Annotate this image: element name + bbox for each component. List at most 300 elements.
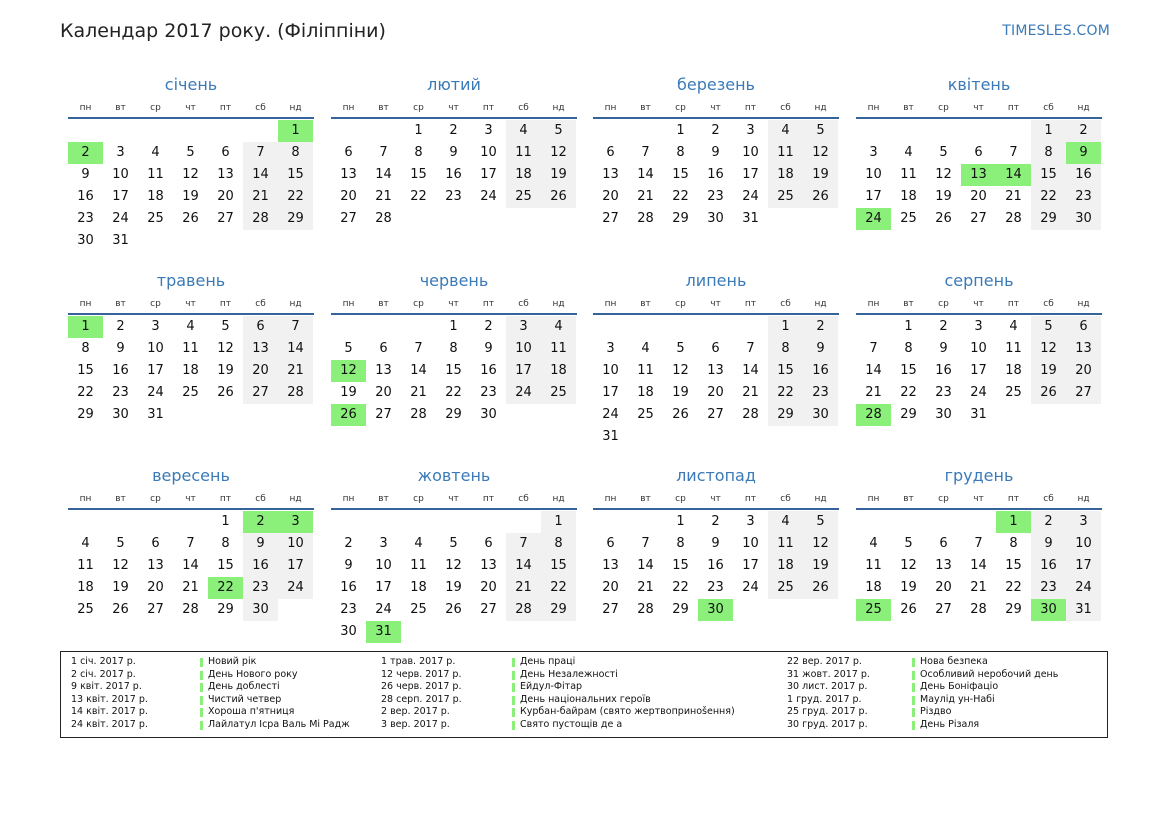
day-cell: 17 [742,558,759,573]
holiday-day-cell: 1 [68,316,103,338]
day-cell: 25 [768,186,803,208]
day-cell: 5 [803,120,838,142]
day-cell: 10 [1066,533,1101,555]
day-cell: 11 [506,142,541,164]
day-cell: 11 [541,338,576,360]
day-cell: 22 [278,186,313,208]
month-name: березень [677,75,755,94]
day-cell: 31 [742,211,759,226]
weekday-label: пт [1007,299,1020,309]
weekday-label: нд [552,494,565,504]
day-cell: 12 [935,167,952,182]
weekday-label: ср [675,103,686,113]
day-cell: 19 [803,164,838,186]
weekday-label: чт [185,103,196,113]
weekday-label: сб [780,494,791,504]
day-cell: 2 [939,319,948,334]
header-rule [331,313,577,315]
day-cell: 27 [970,211,987,226]
holiday-marker [512,721,515,730]
legend-column [787,656,1087,732]
weekday-label: пн [867,103,880,113]
day-cell: 29 [1031,208,1066,230]
day-cell: 4 [81,536,90,551]
day-cell: 10 [147,341,164,356]
day-cell: 26 [672,407,689,422]
weekday-label: пт [744,103,757,113]
weekday-label: чт [185,494,196,504]
day-cell: 3 [379,536,388,551]
holiday-marker [200,708,203,717]
weekday-label: пн [604,103,617,113]
day-cell: 24 [506,382,541,404]
day-cell: 23 [707,189,724,204]
day-cell: 6 [344,145,353,160]
day-cell: 8 [676,145,685,160]
day-cell: 18 [410,580,427,595]
weekday-label: сб [518,103,529,113]
day-cell: 14 [278,338,313,360]
weekday-label: сб [780,103,791,113]
day-cell: 16 [445,167,462,182]
header-rule [856,508,1102,510]
holiday-day-cell: 26 [331,404,366,426]
legend-row [381,719,681,732]
day-cell: 24 [742,189,759,204]
day-cell: 6 [379,341,388,356]
day-cell: 14 [375,167,392,182]
weekday-label: ср [413,494,424,504]
day-cell: 10 [506,338,541,360]
weekday-label: пт [482,299,495,309]
day-cell: 21 [637,580,654,595]
day-cell: 15 [900,363,917,378]
day-cell: 15 [77,363,94,378]
day-cell: 9 [711,536,720,551]
day-cell: 15 [672,558,689,573]
day-cell: 1 [414,123,423,138]
day-cell: 20 [217,189,234,204]
day-cell: 23 [1066,186,1101,208]
weekday-label: нд [814,299,827,309]
day-cell: 5 [116,536,125,551]
day-cell: 24 [1066,577,1101,599]
day-cell: 12 [445,558,462,573]
day-cell: 10 [742,536,759,551]
day-cell: 10 [375,558,392,573]
day-cell: 4 [904,145,913,160]
day-cell: 10 [480,145,497,160]
holiday-marker [912,658,915,667]
holiday-date: 12 черв. 2017 р. [381,668,462,680]
day-cell: 17 [278,555,313,577]
day-cell: 22 [410,189,427,204]
day-cell: 7 [186,536,195,551]
day-cell: 11 [768,142,803,164]
day-cell: 22 [445,385,462,400]
day-cell: 8 [278,142,313,164]
day-cell: 3 [606,341,615,356]
day-cell: 6 [606,145,615,160]
weekday-header [856,298,1102,312]
day-cell: 26 [217,385,234,400]
holiday-name: Нова безпека [920,656,988,667]
day-cell: 23 [803,382,838,404]
day-grid [856,120,1102,254]
day-cell: 3 [974,319,983,334]
legend-row [787,669,1087,682]
month-name: грудень [944,466,1014,485]
day-cell: 15 [278,164,313,186]
weekday-label: пн [79,494,92,504]
day-cell: 19 [182,189,199,204]
day-cell: 7 [379,145,388,160]
weekday-label: нд [552,299,565,309]
day-cell: 29 [672,602,689,617]
day-cell: 5 [1031,316,1066,338]
day-cell: 26 [900,602,917,617]
day-cell: 29 [541,599,576,621]
month-name: травень [156,271,226,290]
weekday-label: нд [289,494,302,504]
day-cell: 11 [900,167,917,182]
day-cell: 19 [112,580,129,595]
month-name: лютий [427,75,481,94]
day-cell: 13 [147,558,164,573]
day-cell: 5 [676,341,685,356]
holiday-name: Курбан-байрам (свято жертвопринošення) [520,706,735,718]
holiday-day-cell: 1 [996,511,1031,533]
weekday-label: пн [79,103,92,113]
day-cell: 4 [506,120,541,142]
day-cell: 12 [182,167,199,182]
day-grid [593,120,839,254]
day-cell: 15 [445,363,462,378]
day-cell: 17 [970,363,987,378]
day-cell: 19 [1031,360,1066,382]
weekday-header [68,102,314,116]
weekday-label: нд [1077,103,1090,113]
weekday-header [856,102,1102,116]
weekday-header [331,102,577,116]
day-cell: 20 [243,360,278,382]
holiday-marker [512,658,515,667]
day-cell: 8 [449,341,458,356]
holiday-marker [200,658,203,667]
day-cell: 23 [340,602,357,617]
day-cell: 13 [602,558,619,573]
day-cell: 3 [484,123,493,138]
weekday-header [593,493,839,507]
day-cell: 20 [707,385,724,400]
weekday-label: сб [1043,103,1054,113]
day-cell: 13 [707,363,724,378]
day-cell: 24 [147,385,164,400]
day-cell: 13 [480,558,497,573]
month-name: січень [164,75,218,94]
day-cell: 25 [506,186,541,208]
day-cell: 11 [637,363,654,378]
day-grid [856,316,1102,450]
day-cell: 22 [900,385,917,400]
day-cell: 26 [803,186,838,208]
day-cell: 3 [1066,511,1101,533]
day-cell: 11 [182,341,199,356]
day-cell: 16 [707,558,724,573]
day-cell: 2 [1031,511,1066,533]
weekday-label: вт [903,494,914,504]
weekday-label: пн [604,299,617,309]
holiday-name: Чистий четвер [208,693,282,705]
day-cell: 16 [243,555,278,577]
header-rule [331,508,577,510]
day-cell: 23 [243,577,278,599]
day-cell: 21 [970,580,987,595]
day-cell: 28 [1005,211,1022,226]
legend-row [381,694,681,707]
month-name: квітень [947,75,1011,94]
day-cell: 17 [602,385,619,400]
day-grid [856,511,1102,645]
weekday-header [593,298,839,312]
holiday-date: 30 груд. 2017 р. [787,718,868,730]
day-cell: 25 [768,577,803,599]
day-cell: 30 [243,599,278,621]
day-cell: 27 [602,211,619,226]
weekday-label: нд [814,494,827,504]
holiday-name: День праці [520,656,576,667]
day-cell: 7 [278,316,313,338]
day-cell: 17 [147,363,164,378]
legend-row [381,669,681,682]
day-cell: 10 [278,533,313,555]
holiday-name: Маулід ун-Набі [920,693,995,705]
day-cell: 12 [1031,338,1066,360]
holiday-day-cell: 25 [856,599,891,621]
holiday-legend [60,651,1108,738]
day-cell: 6 [711,341,720,356]
weekday-label: вт [640,299,651,309]
holiday-name: Лайлатул Ісра Валь Мі Радж [208,718,350,730]
holiday-date: 24 квіт. 2017 р. [71,718,148,730]
weekday-label: пт [1007,103,1020,113]
weekday-label: пн [79,299,92,309]
weekday-label: нд [289,299,302,309]
weekday-label: нд [552,103,565,113]
day-cell: 25 [147,211,164,226]
day-cell: 29 [445,407,462,422]
day-cell: 28 [742,407,759,422]
weekday-label: чт [185,299,196,309]
day-cell: 22 [672,580,689,595]
weekday-label: нд [289,103,302,113]
day-cell: 6 [243,316,278,338]
day-cell: 16 [112,363,129,378]
day-cell: 30 [77,233,94,248]
day-cell: 26 [445,602,462,617]
day-cell: 1 [768,316,803,338]
day-cell: 22 [768,382,803,404]
day-cell: 17 [1066,555,1101,577]
day-cell: 15 [541,555,576,577]
day-cell: 28 [278,382,313,404]
day-cell: 21 [506,577,541,599]
day-cell: 21 [637,189,654,204]
weekday-label: пн [342,494,355,504]
day-cell: 21 [278,360,313,382]
holiday-day-cell: 30 [1031,599,1066,621]
day-cell: 23 [445,189,462,204]
header-rule [856,313,1102,315]
day-cell: 11 [1005,341,1022,356]
day-cell: 16 [935,363,952,378]
day-cell: 18 [182,363,199,378]
day-cell: 11 [77,558,94,573]
legend-row [787,706,1087,719]
holiday-name: Новий рік [208,656,257,667]
day-cell: 15 [1031,164,1066,186]
weekday-label: сб [255,299,266,309]
weekday-label: вт [903,299,914,309]
weekday-label: вт [640,494,651,504]
day-cell: 20 [970,189,987,204]
day-cell: 31 [602,429,619,444]
weekday-label: ср [938,494,949,504]
day-cell: 6 [484,536,493,551]
day-cell: 8 [81,341,90,356]
weekday-header [593,102,839,116]
day-cell: 7 [641,145,650,160]
day-cell: 27 [217,211,234,226]
day-cell: 11 [147,167,164,182]
day-cell: 31 [1066,599,1101,621]
day-cell: 25 [182,385,199,400]
weekday-label: пн [342,103,355,113]
header-rule [331,117,577,119]
day-cell: 15 [672,167,689,182]
weekday-label: нд [814,103,827,113]
day-cell: 29 [672,211,689,226]
holiday-day-cell: 22 [208,577,243,599]
day-cell: 10 [970,341,987,356]
day-cell: 19 [900,580,917,595]
day-cell: 6 [221,145,230,160]
day-cell: 18 [768,164,803,186]
day-cell: 8 [1031,142,1066,164]
day-cell: 12 [541,142,576,164]
day-cell: 20 [375,385,392,400]
holiday-name: Ейдул-Фітар [520,681,583,693]
day-grid [331,120,577,254]
weekday-label: чт [448,494,459,504]
day-grid [331,316,577,450]
day-cell: 24 [970,385,987,400]
day-cell: 8 [676,536,685,551]
day-cell: 29 [1005,602,1022,617]
day-cell: 6 [974,145,983,160]
holiday-name: День Незалежності [520,668,618,680]
weekday-label: нд [1077,494,1090,504]
day-cell: 13 [935,558,952,573]
site-brand-link[interactable]: TIMESLES.COM [1002,23,1110,39]
day-cell: 4 [768,511,803,533]
holiday-date: 1 груд. 2017 р. [787,693,862,705]
weekday-label: сб [1043,494,1054,504]
day-cell: 16 [1066,164,1101,186]
day-cell: 20 [935,580,952,595]
day-cell: 5 [939,145,948,160]
day-cell: 12 [112,558,129,573]
day-cell: 8 [768,338,803,360]
holiday-day-cell: 3 [278,511,313,533]
day-cell: 7 [1009,145,1018,160]
header-rule [68,313,314,315]
day-cell: 14 [637,558,654,573]
day-cell: 20 [480,580,497,595]
day-cell: 9 [803,338,838,360]
weekday-label: ср [413,103,424,113]
weekday-label: вт [378,494,389,504]
day-cell: 9 [81,167,90,182]
legend-row [71,681,371,694]
holiday-date: 22 вер. 2017 р. [787,656,862,667]
day-cell: 24 [480,189,497,204]
day-cell: 26 [182,211,199,226]
day-cell: 11 [865,558,882,573]
day-cell: 18 [768,555,803,577]
day-cell: 29 [900,407,917,422]
day-cell: 4 [186,319,195,334]
weekday-label: пт [482,494,495,504]
weekday-label: пт [219,103,232,113]
weekday-label: сб [518,494,529,504]
day-cell: 18 [541,360,576,382]
weekday-header [856,493,1102,507]
weekday-label: сб [518,299,529,309]
day-cell: 22 [672,189,689,204]
holiday-marker [912,683,915,692]
day-cell: 25 [637,407,654,422]
day-grid [593,316,839,450]
day-cell: 7 [506,533,541,555]
weekday-label: чт [448,103,459,113]
day-cell: 21 [375,189,392,204]
weekday-header [68,493,314,507]
day-cell: 18 [637,385,654,400]
day-cell: 26 [112,602,129,617]
legend-row [381,706,735,719]
holiday-date: 30 лист. 2017 р. [787,681,868,693]
day-cell: 2 [1066,120,1101,142]
day-cell: 14 [637,167,654,182]
holiday-name: День доблесті [208,681,280,693]
day-cell: 2 [484,319,493,334]
month-name: жовтень [417,466,491,485]
weekday-label: пт [482,103,495,113]
day-cell: 6 [939,536,948,551]
holiday-marker [912,671,915,680]
weekday-label: ср [413,299,424,309]
day-cell: 10 [865,167,882,182]
weekday-header [331,493,577,507]
day-cell: 15 [410,167,427,182]
day-cell: 1 [676,123,685,138]
day-cell: 22 [1005,580,1022,595]
day-cell: 7 [974,536,983,551]
legend-row [71,706,371,719]
day-cell: 27 [243,382,278,404]
day-cell: 27 [375,407,392,422]
